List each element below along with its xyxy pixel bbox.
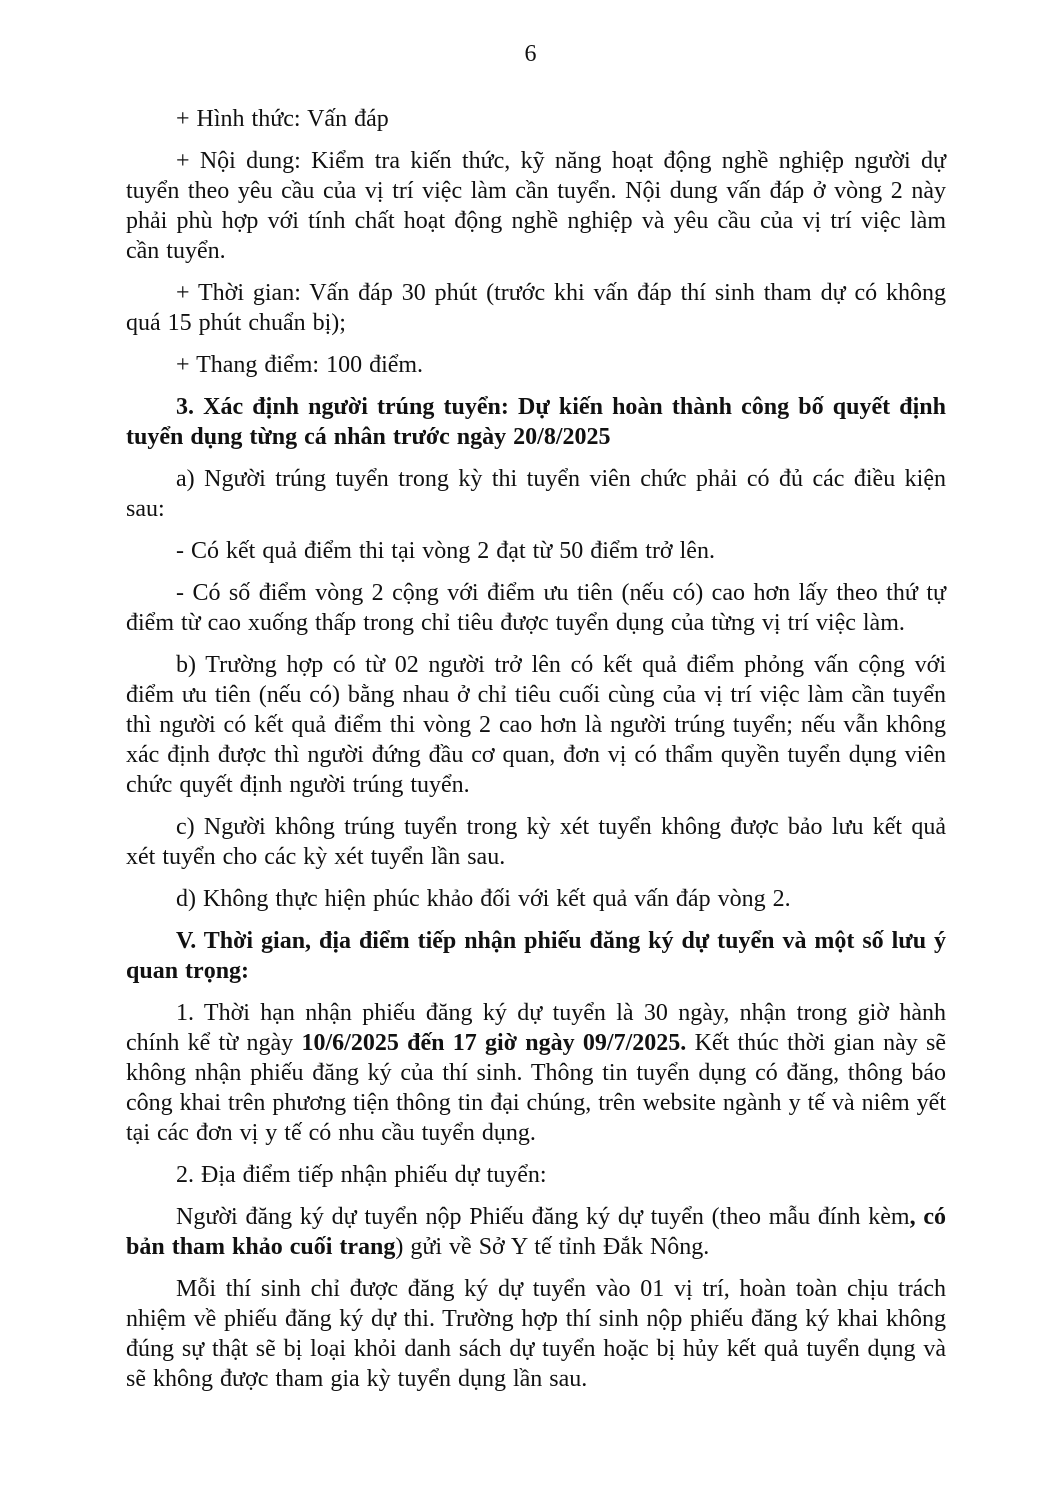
paragraph-noi-dung: + Nội dung: Kiểm tra kiến thức, kỹ năng hoạt động nghề nghiệp người dự tuyển theo yêu cầu của vị trí việc làm cần tuyển. Nội dung vấn đáp ở vòng 2 này phải phù hợp với tính chất hoạt động nghề nghiệp và yêu cầu của vị trí việc làm cần tuyển. [126, 148, 946, 264]
paragraph-nguoi-bold-note: , có bản tham khảo cuối trang [126, 1204, 947, 1260]
paragraph-dia-diem: 2. Địa điểm tiếp nhận phiếu dự tuyển: [176, 1162, 547, 1188]
paragraph-nguoi-text-start: Người đăng ký dự tuyển nộp Phiếu đăng ký dự tuyển (theo mẫu đính kèm [176, 1204, 910, 1230]
paragraph-thang-diem: + Thang điểm: 100 điểm. [176, 352, 424, 378]
paragraph-moi-thi-sinh: Mỗi thí sinh chỉ được đăng ký dự tuyển vào 01 vị trí, hoàn toàn chịu trách nhiệm về phiếu đăng ký dự thi. Trường hợp thí sinh nộp phiếu đăng ký khai không đúng sự thật sẽ bị loại khỏi danh sách dự tuyển hoặc bị hủy kết quả tuyển dụng và sẽ không được tham gia kỳ tuyển dụng lần sau. [126, 1276, 946, 1392]
paragraph-thoi-han-text-end: Kết thúc thời gian này sẽ không nhận phiếu đăng ký của thí sinh. Thông tin tuyển dụng có đăng, thông báo công khai trên phương tiện thông tin đại chúng, trên website ngành y tế và niêm yết tại các đơn vị y tế có nhu cầu tuyển dụng. [126, 1030, 947, 1146]
paragraph-thoi-han-text-start: 1. Thời hạn nhận phiếu đăng ký dự tuyển là 30 ngày, nhận trong giờ hành chính kể từ ngày [126, 1000, 946, 1056]
paragraph-hinh-thuc: + Hình thức: Vấn đáp [176, 106, 389, 132]
paragraph-thoi-gian: + Thời gian: Vấn đáp 30 phút (trước khi vấn đáp thí sinh tham dự có không quá 15 phút chuẩn bị); [126, 280, 946, 336]
paragraph-b: b) Trường hợp có từ 02 người trở lên có kết quả điểm phỏng vấn cộng với điểm ưu tiên (nếu có) bằng nhau ở chỉ tiêu cuối cùng của vị trí việc làm cần tuyển thì người có kết quả điểm thi vòng 2 cao hơn là người trúng tuyển; nếu vẫn không xác định được thì người đứng đầu cơ quan, đơn vị có thẩm quyền tuyển dụng viên chức quyết định người trúng tuyển. [126, 652, 946, 798]
paragraph-dash-2: - Có số điểm vòng 2 cộng với điểm ưu tiên (nếu có) cao hơn lấy theo thứ tự điểm từ cao xuống thấp trong chỉ tiêu được tuyển dụng của từng vị trí việc làm. [126, 580, 946, 636]
paragraph-thoi-han-bold-dates: 10/6/2025 đến 17 giờ ngày 09/7/2025. [301, 1030, 687, 1056]
page-number: 6 [524, 41, 537, 67]
paragraph-thoi-han [126, 998, 946, 1148]
paragraph-a: a) Người trúng tuyển trong kỳ thi tuyển viên chức phải có đủ các điều kiện sau: [126, 466, 946, 522]
document-body [126, 104, 946, 1394]
paragraph-dash-1: - Có kết quả điểm thi tại vòng 2 đạt từ 50 điểm trở lên. [176, 538, 715, 564]
paragraph-nguoi-dang-ky [126, 1202, 946, 1262]
section-5-heading: V. Thời gian, địa điểm tiếp nhận phiếu đăng ký dự tuyển và một số lưu ý quan trọng: [126, 928, 946, 984]
paragraph-d: d) Không thực hiện phúc khảo đối với kết quả vấn đáp vòng 2. [176, 886, 791, 912]
paragraph-nguoi-text-end: ) gửi về Sở Y tế tỉnh Đắk Nông. [395, 1234, 710, 1260]
paragraph-c: c) Người không trúng tuyển trong kỳ xét tuyển không được bảo lưu kết quả xét tuyển cho các kỳ xét tuyển lần sau. [126, 814, 946, 870]
section-3-heading: 3. Xác định người trúng tuyển: Dự kiến hoàn thành công bố quyết định tuyển dụng từng cá nhân trước ngày 20/8/2025 [126, 394, 946, 450]
